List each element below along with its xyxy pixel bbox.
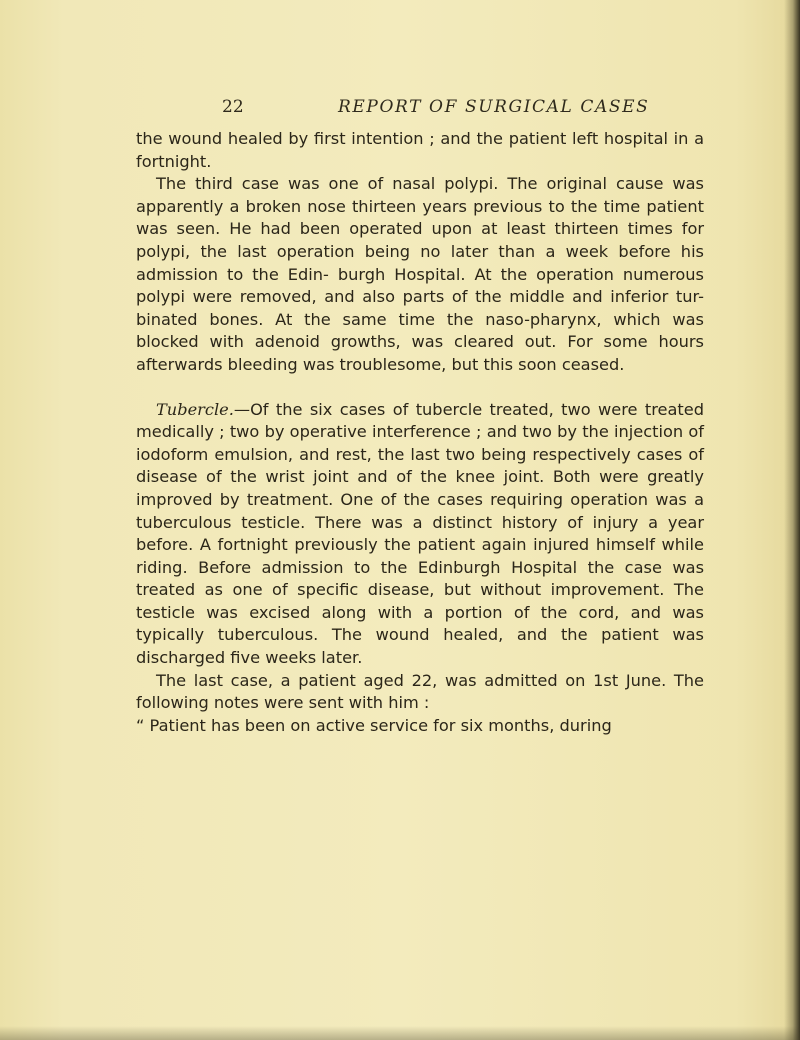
page-edge-shadow xyxy=(784,0,800,1040)
running-title: REPORT OF SURGICAL CASES xyxy=(338,97,650,117)
section-heading-tubercle: Tubercle. xyxy=(156,399,234,419)
page-body xyxy=(136,128,704,737)
paragraph-last-case: The last case, a patient aged 22, was admitted on 1st June. The following notes were sent with him : xyxy=(136,670,704,713)
page-bottom-shadow xyxy=(0,1026,800,1040)
page-number: 22 xyxy=(222,97,244,117)
running-header xyxy=(222,97,662,119)
paragraph-tubercle xyxy=(136,399,704,670)
paragraph-quoted-notes: “ Patient has been on active service for six months, during xyxy=(136,715,612,735)
paragraph-tubercle-text: —Of the six cases of tubercle treated, two were treated medically ; two by operative interference ; and two by the injection of iodoform emulsion, and rest, the last two being respectively cases of disease of the wrist joint and of the knee joint. Both were greatly improved by treatment. One of the cases requiring operation was a tuberculous testicle. There was a distinct history of injury a year before. A fortnight previously the patient again injured himself while riding. Before admission to the Edinburgh Hospital the case was treated as one of specific disease, but without improvement. The testicle was excised along with a portion of the cord, and was typically tuberculous. The wound healed, and the patient was discharged five weeks later. xyxy=(136,399,704,668)
paragraph-nasal-polypi: The third case was one of nasal polypi. The original cause was apparently a broken nose thirteen years previous to the time patient was seen. He had been operated upon at least thirteen times for polypi, the last operation being no later than a week before his admission to the Edin- burgh Hospital. At the operation numerous polypi were removed, and also parts of the middle and inferior tur- binated bones. At the same time the naso-pharynx, which was blocked with adenoid growths, was cleared out. For some hours afterwards bleeding was troublesome, but this soon ceased. xyxy=(136,174,704,374)
paragraph-continuation: the wound healed by first intention ; and the patient left hospital in a fortnight. xyxy=(136,129,704,171)
